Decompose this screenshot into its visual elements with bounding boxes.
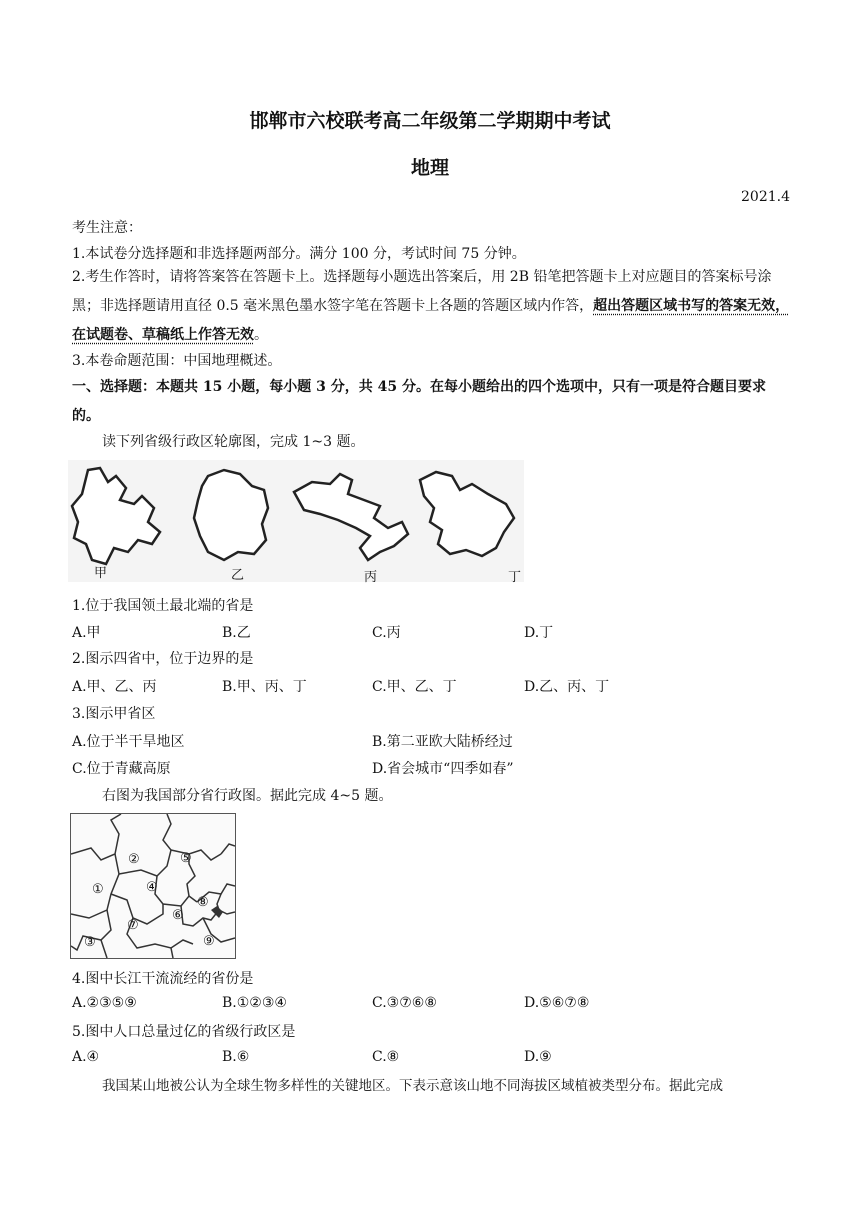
q5-option-b: B.⑥ [222,1049,250,1065]
q1-option-b: B.乙 [222,625,251,641]
q3-stem: 3.图示甲省区 [72,706,156,722]
notice-item-2-text: 2.考生作答时，请将答案答在答题卡上。选择题每小题选出答案后，用 2B 铅笔把答题卡上对应题目的答案标号涂黑；非选择题请用直径 0.5 毫米黑色墨水签字笔在答题卡上各题的答题区域内作答， [72,269,772,314]
q3-option-b: B.第二亚欧大陆桥经过 [372,734,513,750]
q3-option-a: A.位于半干旱地区 [72,734,185,750]
q5-option-c: C.⑧ [372,1049,400,1065]
province-map-figure [70,813,236,959]
map-label-5: ⑤ [180,851,192,866]
q3-option-d: D.省会城市“四季如春” [372,761,514,777]
group-3-intro: 我国某山地被公认为全球生物多样性的关键地区。下表示意该山地不同海拔区域植被类型分布。据此完成 [102,1078,723,1094]
notice-heading: 考生注意： [72,220,142,236]
q2-option-a: A.甲、乙、丙 [72,679,157,695]
map-label-9: ⑨ [203,934,215,949]
map-label-2: ② [128,852,140,867]
notice-item-3: 3.本卷命题范围：中国地理概述。 [72,353,282,369]
subject-title: 地理 [410,157,449,179]
q4-option-b: B.①②③④ [222,995,287,1011]
q1-option-d: D.丁 [524,625,554,641]
province-outline-figure [68,460,524,585]
map-label-8: ⑧ [197,895,209,910]
label-ding: 丁 [508,570,522,585]
q4-option-d: D.⑤⑥⑦⑧ [524,995,590,1011]
q4-stem: 4.图中长江干流流经的省份是 [72,971,254,987]
q2-option-d: D.乙、丙、丁 [524,679,610,695]
q4-option-a: A.②③⑤⑨ [72,995,137,1011]
map-label-7: ⑦ [127,918,139,933]
label-bing: 丙 [364,570,378,585]
section-1-heading: 一、选择题：本题共 15 小题，每小题 3 分，共 45 分。在每小题给出的四个选项中，只有一项是符合题目要求的。 [72,379,766,424]
map-label-6: ⑥ [172,908,184,923]
q5-option-d: D.⑨ [524,1049,552,1065]
label-yi: 乙 [231,568,245,583]
province-outlines-svg [68,460,524,582]
exam-title: 邯郸市六校联考高二年级第二学期期中考试 [249,110,611,132]
q2-option-c: C.甲、乙、丁 [372,679,457,695]
notice-item-2-emphasis: 超出答题区域书写的答案无效，在试题卷、草稿纸上作答无效 [72,298,790,343]
q4-option-c: C.③⑦⑥⑧ [372,995,437,1011]
q3-option-c: C.位于青藏高原 [72,761,171,777]
map-label-4: ④ [146,880,158,895]
map-label-3: ③ [84,935,96,950]
exam-date: 2021.4 [741,189,790,205]
label-jia: 甲 [94,566,108,581]
group-1-intro: 读下列省级行政区轮廓图，完成 1~3 题。 [102,434,365,450]
q1-option-a: A.甲 [72,625,101,641]
q2-stem: 2.图示四省中，位于边界的是 [72,651,254,667]
group-2-intro: 右图为我国部分省行政图。据此完成 4~5 题。 [102,788,393,804]
q5-option-a: A.④ [72,1049,100,1065]
notice-item-2 [72,263,792,350]
notice-item-2-end: 。 [254,327,268,343]
q2-option-b: B.甲、丙、丁 [222,679,307,695]
map-label-1: ① [92,882,104,897]
q1-option-c: C.丙 [372,625,401,641]
q5-stem: 5.图中人口总量过亿的省级行政区是 [72,1024,296,1040]
notice-item-1: 1.本试卷分选择题和非选择题两部分。满分 100 分，考试时间 75 分钟。 [72,246,526,262]
q1-stem: 1.位于我国领土最北端的省是 [72,598,254,614]
